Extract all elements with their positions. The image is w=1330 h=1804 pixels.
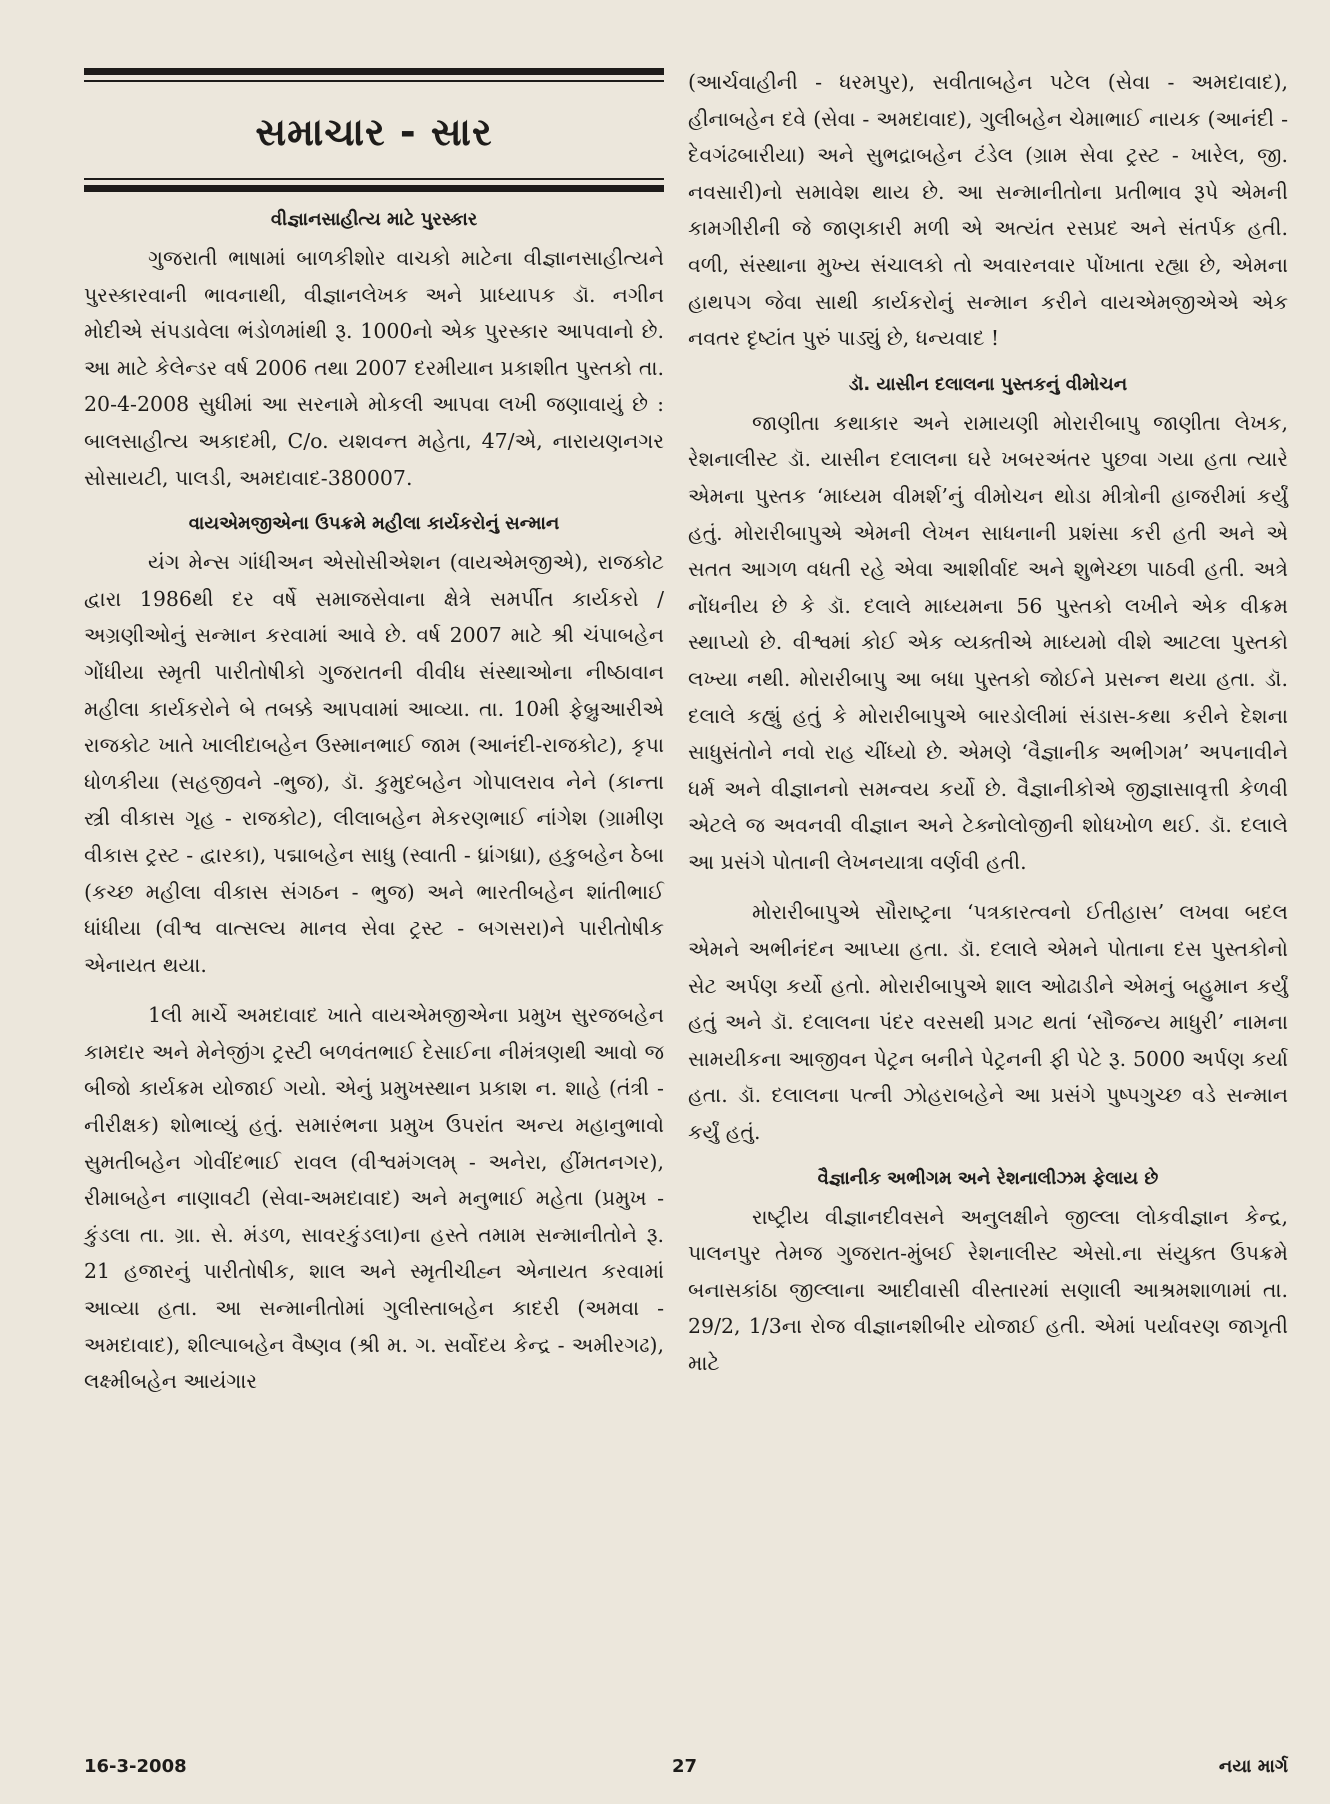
article-paragraph: જાણીતા કથાકાર અને રામાયણી મોરારીબાપુ જાણીતા લેખક, રેશનાલીસ્ટ ડૉ. યાસીન દલાલના ઘરે ખબરઅંતર પુછવા ગયા હતા ત્યારે એમના પુસ્તક ‘માધ્યમ વીમર્શ’નું વીમોચન થોડા મીત્રોની હાજરીમાં કર્યું હતું. મોરારીબાપુએ એમની લેખન સાધનાની પ્રશંસા કરી હતી અને એ સતત આગળ વધતી રહે એવા આશીર્વાદ અને શુભેચ્છા પાઠવી હતી. અત્રે નોંધનીય છે કે ડૉ. દલાલે માધ્યમના 56 પુસ્તકો લખીને એક વીક્રમ સ્થાપ્યો છે. વીશ્વમાં કોઈ એક વ્યક્તીએ માધ્યમો વીશે આટલા પુસ્તકો લખ્યા નથી. મોરારીબાપુ આ બધા પુસ્તકો જોઈને પ્રસન્ન થયા હતા. ડૉ. દલાલે કહ્યું હતું કે મોરારીબાપુએ બારડોલીમાં સંડાસ-કથા કરીને દેશના સાધુસંતોને નવો રાહ ચીંધ્યો છે. એમણે ‘વૈજ્ઞાનીક અભીગમ’ અપનાવીને ધર્મ અને વીજ્ઞાનનો સમન્વય કર્યો છે. વૈજ્ઞાનીકોએ જીજ્ઞાસાવૃત્તી કેળવી એટલે જ અવનવી વીજ્ઞાન અને ટેક્નોલોજીની શોધખોળ થઈ. ડૉ. દલાલે આ પ્રસંગે પોતાની લેખનયાત્રા વર્ણવી હતી. (688, 410, 1288, 874)
masthead (84, 68, 664, 192)
top-rule-thick (84, 68, 664, 75)
top-rule-thin (84, 80, 664, 82)
section-title: સમાચાર - સાર (255, 110, 493, 154)
article-heading-ymga-women-honour: વાયએમજીએના ઉપક્રમે મહીલા કાર્યકરોનું સન્માન (188, 513, 560, 535)
article-paragraph: ગુજરાતી ભાષામાં બાળકીશોર વાચકો માટેના વીજ્ઞાનસાહીત્યને પુરસ્કારવાની ભાવનાથી, વીજ્ઞાનલેખક અને પ્રાધ્યાપક ડૉ. નગીન મોદીએ સંપડાવેલા ભંડોળમાંથી રૂ. 1000નો એક પુરસ્કાર આપવાનો છે. આ માટે કેલેન્ડર વર્ષ 2006 તથા 2007 દરમીયાન પ્રકાશીત પુસ્તકો તા. 20-4-2008 સુધીમાં આ સરનામે મોકલી આપવા લખી જણાવાયું છે : બાલસાહીત્ય અકાદમી, C/o. યશવન્ત મહેતા, 47/એ, નારાયણનગર સોસાયટી, પાલડી, અમદાવાદ-380007. (84, 246, 664, 490)
article-paragraph: 1લી માર્ચે અમદાવાદ ખાતે વાયએમજીએના પ્રમુખ સુરજબહેન કામદાર અને મેનેજીંગ ટ્રસ્ટી બળવંતભાઈ દેસાઈના નીમંત્રણથી આવો જ બીજો કાર્યક્રમ યોજાઈ ગયો. એનું પ્રમુખસ્થાન પ્રકાશ ન. શાહે (તંત્રી - નીરીક્ષક) શોભાવ્યું હતું. સમારંભના પ્રમુખ ઉપરાંત અન્ય મહાનુભાવો સુમતીબહેન ગોવીંદભાઈ રાવલ (વીશ્વમંગલમ્ - અનેરા, હીંમતનગર), રીમાબહેન નાણાવટી (સેવા-અમદાવાદ) અને મનુભાઈ મહેતા (પ્રમુખ - કુંડલા તા. ગ્રા. સે. મંડળ, સાવરકુંડલા)ના હસ્તે તમામ સન્માનીતોને રૂ. 21 હજારનું પારીતોષીક, શાલ અને સ્મૃતીચીહ્ન એનાયત કરવામાં આવ્યા હતા. આ સન્માનીતોમાં ગુલીસ્તાબહેન કાદરી (અમવા - અમદાવાદ), શીલ્પાબહેન વૈષ્ણવ (શ્રી મ. ગ. સર્વોદય કેન્દ્ર - અમીરગઢ), લક્ષ્મીબહેન આયંગાર (84, 1003, 664, 1394)
article-paragraph: મોરારીબાપુએ સૌરાષ્ટ્રના ‘પત્રકારત્વનો ઈતીહાસ’ લખવા બદલ એમને અભીનંદન આપ્યા હતા. ડૉ. દલાલે એમને પોતાના દસ પુસ્તકોનો સેટ અર્પણ કર્યો હતો. મોરારીબાપુએ શાલ ઓઢાડીને એમનું બહુમાન કર્યું હતું અને ડૉ. દલાલના પંદર વરસથી પ્રગટ થતાં ‘સૌજન્ય માધુરી’ નામના સામયીકના આજીવન પેટ્રન બનીને પેટ્રનની ફી પેટે રૂ. 5000 અર્પણ કર્યા હતા. ડૉ. દલાલના પત્ની ઝોહરાબહેને આ પ્રસંગે પુષ્પગુચ્છ વડે સન્માન કર્યું હતું. (688, 900, 1288, 1145)
left-column (84, 68, 664, 1400)
article-heading-scientific-approach: વૈજ્ઞાનીક અભીગમ અને રેશનાલીઝમ ફેલાય છે (817, 1167, 1159, 1189)
bottom-rule-thick (84, 185, 664, 192)
article-paragraph: રાષ્ટ્રીય વીજ્ઞાનદીવસને અનુલક્ષીને જીલ્લા લોકવીજ્ઞાન કેન્દ્ર, પાલનપુર તેમજ ગુજરાત-મુંબઈ રેશનાલીસ્ટ એસો.ના સંયુક્ત ઉપક્રમે બનાસકાંઠા જીલ્લાના આદીવાસી વીસ્તારમાં સણાલી આશ્રમશાળામાં તા. 29/2, 1/3ના રોજ વીજ્ઞાનશીબીર યોજાઈ હતી. એમાં પર્યાવરણ જાગૃતી માટે (688, 1204, 1288, 1375)
article-paragraph: યંગ મેન્સ ગાંધીઅન એસોસીએશન (વાયએમજીએ), રાજકોટ દ્વારા 1986થી દર વર્ષે સમાજસેવાના ક્ષેત્રે સમર્પીત કાર્યકરો / અગ્રણીઓનું સન્માન કરવામાં આવે છે. વર્ષ 2007 માટે શ્રી ચંપાબહેન ગોંધીયા સ્મૃતી પારીતોષીકો ગુજરાતની વીવીધ સંસ્થાઓના નીષ્ઠાવાન મહીલા કાર્યકરોને બે તબક્કે આપવામાં આવ્યા. તા. 10મી ફેબ્રુઆરીએ રાજકોટ ખાતે ખાલીદાબહેન ઉસ્માનભાઈ જામ (આનંદી-રાજકોટ), કૃપા ધોળકીયા (સહજીવને -ભુજ), ડૉ. કુમુદબહેન ગોપાલરાવ નેને (કાન્તા સ્ત્રી વીકાસ ગૃહ - રાજકોટ), લીલાબહેન મેકરણભાઈ નાંગેશ (ગ્રામીણ વીકાસ ટ્રસ્ટ - દ્વારકા), પદ્માબહેન સાધુ (સ્વાતી - ધ્રાંગધ્રા), હકુબહેન ઠેબા (કચ્છ મહીલા વીકાસ સંગઠન - ભુજ) અને ભારતીબહેન શાંતીભાઈ ધાંધીયા (વીશ્વ વાત્સલ્ય માનવ સેવા ટ્રસ્ટ - બગસરા)ને પારીતોષીક એનાયત થયા. (84, 550, 664, 977)
article-paragraph-continued: (આર્ચવાહીની - ધરમપુર), સવીતાબહેન પટેલ (સેવા - અમદાવાદ), હીનાબહેન દવે (સેવા - અમદાવાદ), ગુલીબહેન ચેમાભાઈ નાયક (આનંદી - દેવગંઢબારીયા) અને સુભદ્રાબહેન ટંડેલ (ગ્રામ સેવા ટ્રસ્ટ - ખારેલ, જી. નવસારી)નો સમાવેશ થાય છે. આ સન્માનીતોના પ્રતીભાવ રૂપે એમની કામગીરીની જે જાણકારી મળી એ અત્યંત રસપ્રદ અને સંતર્પક હતી. વળી, સંસ્થાના મુખ્ય સંચાલકો તો અવારનવાર પોંખાતા રહ્યા છે, એમના હાથપગ જેવા સાથી કાર્યકરોનું સન્માન કરીને વાયએમજીએએ એક નવતર દૃષ્ટાંત પુરું પાડ્યું છે, ધન્યવાદ ! (688, 70, 1288, 351)
right-column (688, 64, 1288, 1382)
article-heading-book-release: ડૉ. યાસીન દલાલના પુસ્તકનું વીમોચન (848, 373, 1128, 395)
page-number: 27 (672, 1756, 698, 1777)
issue-date: 16-3-2008 (84, 1756, 187, 1777)
article-heading-science-literature-award: વીજ્ઞાનસાહીત્ય માટે પુરસ્કાર (270, 209, 478, 230)
bottom-rule-thin (84, 178, 664, 180)
page-footer (84, 1756, 1288, 1786)
magazine-name: નયા માર્ગ (1218, 1756, 1288, 1777)
